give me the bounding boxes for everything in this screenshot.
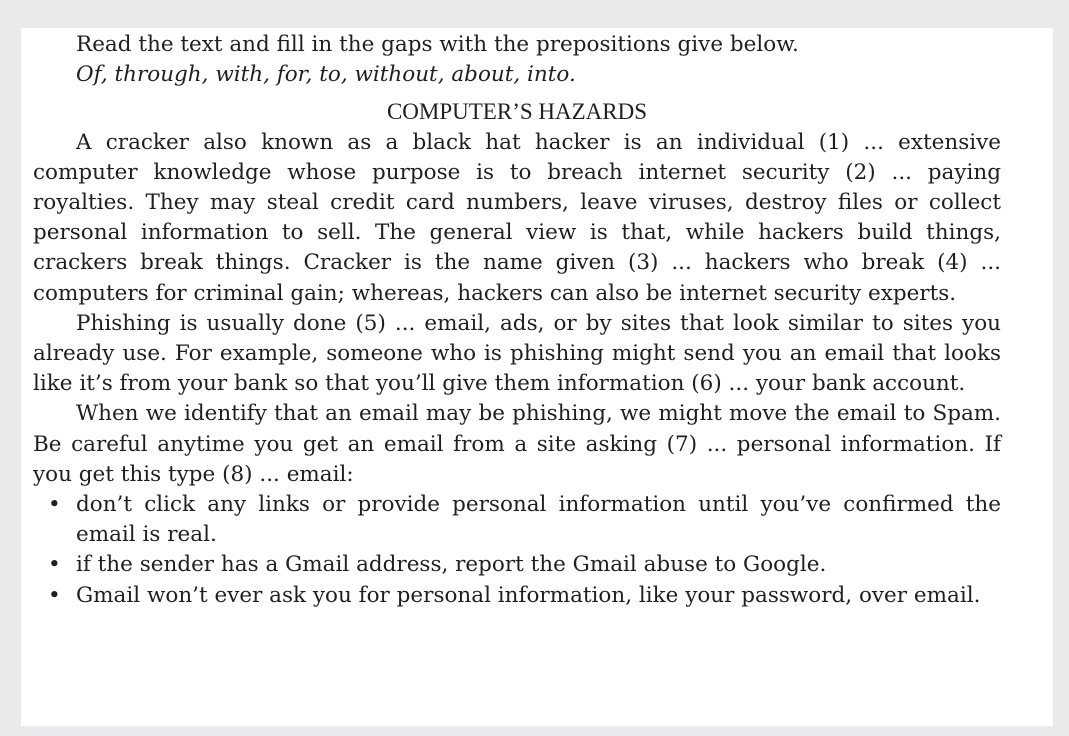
document-body <box>33 30 1001 611</box>
list-item-text: if the sender has a Gmail address, report the Gmail abuse to Google. <box>76 552 827 578</box>
paragraph-phishing: Phishing is usually done (5) ... email, ads, or by sites that look similar to sites you already use. For example, someone who is phishing might send you an email that looks like it’s from your bank so that you’ll give them information (6) ... your bank account. <box>33 310 1001 397</box>
list-item <box>33 490 1001 550</box>
list-item-text: Gmail won’t ever ask you for personal information, like your password, over email. <box>76 582 981 608</box>
paragraph-identify: When we identify that an email may be phishing, we might move the email to Spam. Be careful anytime you get an email from a site asking (7) ... personal information. If you get this type (8) ... email: <box>33 401 1001 487</box>
paragraph-crackers: A cracker also known as a black hat hacker is an individual (1) ... extensive computer knowledge whose purpose is to breach internet security (2) ... paying royalties. They may steal credit card numbers, leave viruses, destroy files or collect personal information to sell. The general view is that, while hackers build things, crackers break things. Cracker is the name given (3) ... hackers who break (4) ... computers for criminal gain; whereas, hackers can also be internet security experts. <box>33 129 1001 306</box>
document-page <box>21 28 1053 726</box>
advice-list <box>33 490 1001 611</box>
text-title: COMPUTER’S HAZARDS <box>386 99 648 125</box>
prepositions-list: Of, through, with, for, to, without, about, into. <box>76 62 576 88</box>
list-item-text: don’t click any links or provide personal information until you’ve confirmed the email is real. <box>76 492 1001 548</box>
instruction-text: Read the text and fill in the gaps with the prepositions give below. <box>76 32 799 57</box>
bullet-icon: • <box>48 582 61 608</box>
bullet-icon: • <box>48 552 61 578</box>
bullet-icon: • <box>48 492 61 518</box>
list-item <box>33 581 1001 611</box>
list-item <box>33 550 1001 580</box>
